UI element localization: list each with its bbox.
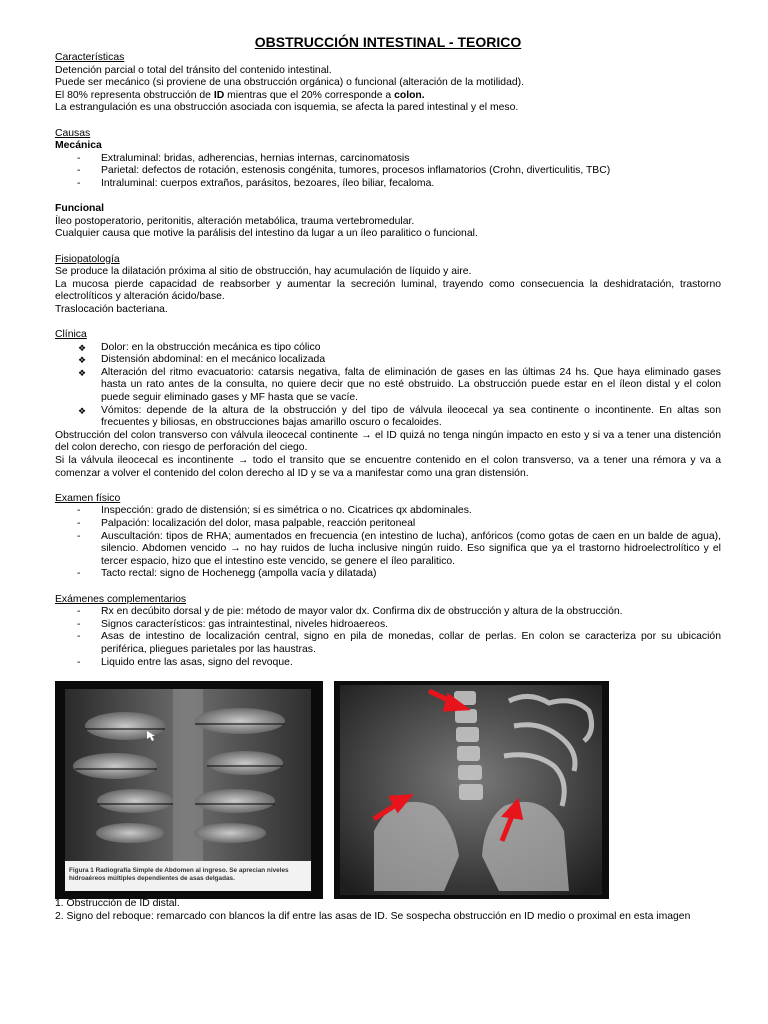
list-item	[55, 178, 721, 191]
image-captions	[55, 898, 721, 923]
list-item-text: Parietal: defectos de rotación, estenosis congénita, tumores, procesos inflamatorios (Crohn, diverticulitis, TBC)	[101, 165, 611, 177]
list-item-text: Distensión abdominal: en el mecánico localizada	[101, 354, 326, 366]
dash-bullet: -	[77, 568, 81, 580]
list-item	[55, 606, 721, 619]
list-item-text: Signos característicos: gas intraintestinal, niveles hidroaereos.	[101, 618, 389, 630]
heading-caracteristicas: Características	[55, 52, 125, 63]
heading-examenes-complementarios: Exámenes complementarios	[55, 593, 187, 605]
list-item	[55, 367, 721, 405]
list-item-text: Tacto rectal: signo de Hochenegg (ampolla vacía y dilatada)	[101, 568, 377, 580]
list-item-text: Asas de intestino de localización central, signo en pila de monedas, collar de perlas. En colon se caracteriza por su ubicación periférica, pliegues parietales por las haustras.	[101, 631, 721, 655]
subheading-mecanica: Mecánica	[55, 140, 102, 152]
xray-2-graphic	[334, 681, 609, 899]
clinica-paragraph-2: Si la válvula ileocecal es incontinente → todo el transito que se encuentre contenido en el colon transverso, va a tener una rémora y va a comenzar a volver el contenido del colon derecho al ID y se va a manifestar como una gran distensión.	[55, 455, 721, 479]
list-item	[55, 153, 721, 166]
list-item	[55, 568, 721, 581]
caracteristicas-line-4: La estrangulación es una obstrucción asociada con isquemia, se afecta la pared intestinal y el meso.	[55, 102, 519, 114]
dash-bullet: -	[77, 505, 81, 517]
list-item-text: Palpación: localización del dolor, masa palpable, reacción peritoneal	[101, 517, 416, 529]
fisiopatologia-line-2: La mucosa pierde capacidad de reabsorber y aumentar la secreción luminal, trayendo como consecuencia la deshidratación, trastorno electrolíticos y alteración ácido/base.	[55, 278, 721, 303]
dash-bullet: -	[77, 165, 81, 177]
dash-bullet: -	[77, 530, 81, 542]
list-item	[55, 518, 721, 531]
xray-image-abdomen	[334, 681, 609, 899]
dash-bullet: -	[77, 656, 81, 668]
examen-list	[55, 505, 721, 581]
diamond-bullet-icon: ❖	[78, 342, 87, 353]
list-item-text: Dolor: en la obstrucción mecánica es tipo cólico	[101, 341, 321, 353]
list-item-text: Alteración del ritmo evacuatorio: catarsis negativa, falta de eliminación de gases en las últimas 24 hs. Que haya eliminado gases hasta un rato antes de la consulta, no quiere decir que no esté obstruido. La obstrucción puede estar en el íleon distal y el colon puede seguir eliminado gases y MF hasta que se vacíe.	[101, 366, 721, 404]
funcional-line-2: Cualquier causa que motive la parálisis del intestino da lugar a un íleo paralitico o funcional.	[55, 228, 478, 240]
dash-bullet: -	[77, 517, 81, 529]
list-item	[55, 405, 721, 430]
text-span: El 80% representa obstrucción de	[55, 89, 214, 101]
list-item-text: Liquido entre las asas, signo del revoque.	[101, 656, 293, 668]
xray-images	[55, 681, 610, 899]
list-item	[55, 505, 721, 518]
clinica-paragraph-1: Obstrucción del colon transverso con válvula ileocecal continente → el ID quizá no tenga ningún impacto en esto y si va a tener una distención del colon derecho, con riesgo de perforación del ciego.	[55, 429, 721, 454]
xray-image-small-bowel	[55, 681, 323, 899]
caracteristicas-line-2: Puede ser mecánico (si proviene de una obstrucción orgánica) o funcional (alteración de la motilidad).	[55, 77, 524, 89]
clinica-list	[55, 342, 721, 430]
list-item	[55, 342, 721, 355]
fisiopatologia-line-3: Traslocación bacteriana.	[55, 303, 168, 315]
caption-line-1: 1. Obstrucción de ID distal.	[55, 898, 180, 909]
heading-examen-fisico: Examen físico	[55, 492, 121, 504]
page-title: OBSTRUCCIÓN INTESTINAL - TEORICO	[254, 34, 522, 50]
figure-caption-line: hidroaéreos múltiples dependientes de asas delgadas.	[69, 875, 235, 882]
diamond-bullet-icon: ❖	[78, 367, 87, 378]
funcional-line-1: Íleo postoperatorio, peritonitis, alteración metabólica, trauma vertebromedular.	[55, 215, 415, 227]
fisiopatologia-line-1: Se produce la dilatación próxima al sitio de obstrucción, hay acumulación de líquido y aire.	[55, 266, 472, 278]
list-item	[55, 165, 721, 178]
figure-caption	[69, 867, 309, 883]
caption-line-2: 2. Signo del reboque: remarcado con blancos la dif entre las asas de ID. Se sospecha obstrucción en ID medio o proximal en esta imagen	[55, 910, 691, 922]
complementarios-list	[55, 606, 721, 669]
figure-caption-line: Figura 1 Radiografía Simple de Abdomen al ingreso. Se aprecian niveles	[69, 867, 289, 874]
bold-colon: colon.	[394, 89, 425, 101]
diamond-bullet-icon: ❖	[78, 355, 87, 366]
dash-bullet: -	[77, 152, 81, 164]
list-item-text: Extraluminal: bridas, adherencias, hernias internas, carcinomatosis	[101, 152, 410, 164]
dash-bullet: -	[77, 606, 81, 618]
causas-list	[55, 153, 721, 191]
list-item	[55, 531, 721, 569]
list-item	[55, 631, 721, 656]
subheading-funcional: Funcional	[55, 203, 105, 215]
heading-fisiopatologia: Fisiopatología	[55, 253, 120, 265]
dash-bullet: -	[77, 177, 81, 189]
list-item-text: Vómitos: depende de la altura de la obstrucción y del tipo de válvula ileocecal ya sea continente o incontinente. En altas son frecuentes y biliosas, en obstrucciones bajas amarillo oscuro o fecaloides.	[101, 404, 721, 429]
list-item-text: Inspección: grado de distensión; si es simétrica o no. Cicatrices qx abdominales.	[101, 505, 472, 517]
list-item	[55, 657, 721, 670]
list-item	[55, 619, 721, 632]
bold-id: ID	[213, 89, 225, 101]
list-item-text: Rx en decúbito dorsal y de pie: método de mayor valor dx. Confirma dix de obstrucción y altura de la obstrucción.	[101, 606, 623, 618]
list-item	[55, 354, 721, 367]
list-item-text: Auscultación: tipos de RHA; aumentados en frecuencia (en intestino de lucha), anfóricos (como gotas de caen en un balde de agua), silencio. Abdomen vencido → no hay ruidos de lucha inclusive ningún ruido. Eso significa que ya el trastorno hidroelectrolítico y el tercer espacio, hizo que el intestino este vencido, se genere el íleo paralitico.	[101, 530, 721, 567]
dash-bullet: -	[77, 631, 81, 643]
caracteristicas-line-3	[55, 90, 721, 103]
heading-clinica: Clínica	[55, 329, 87, 341]
heading-causas: Causas	[55, 127, 91, 139]
list-item-text: Intraluminal: cuerpos extraños, parásitos, bezoares, íleo biliar, fecaloma.	[101, 177, 435, 189]
diamond-bullet-icon: ❖	[78, 405, 87, 416]
dash-bullet: -	[77, 618, 81, 630]
document-body	[55, 34, 721, 669]
text-span: mientras que el 20% corresponde a	[224, 89, 395, 101]
caracteristicas-line-1: Detención parcial o total del tránsito del contenido intestinal.	[55, 64, 332, 76]
